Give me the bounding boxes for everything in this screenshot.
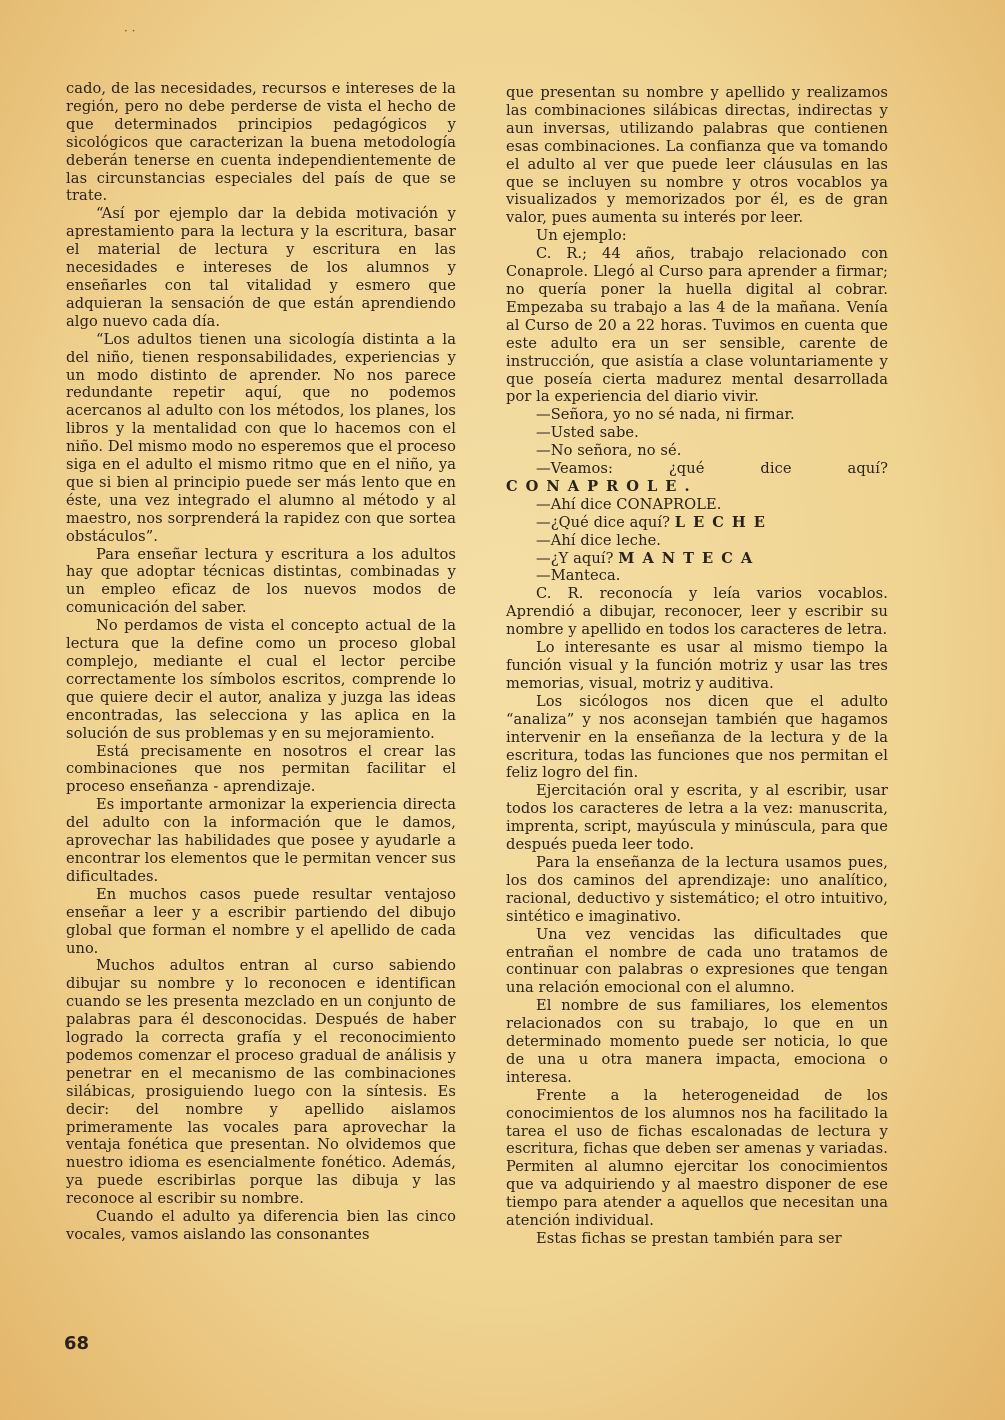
paragraph: “Así por ejemplo dar la debida motivación y aprestamiento para la lectura y la escritura, basar el material de lectura y escritura en las necesidades e intereses de los alumnos y enseñarles con tal vitalidad y esmero que adquieran la sensación de que están aprendiendo algo nuevo cada día. bbox=[66, 205, 456, 330]
dialogue-line bbox=[506, 496, 888, 514]
dialogue-text: —¿Y aquí? bbox=[536, 549, 619, 567]
dialogue bbox=[506, 406, 888, 585]
paragraph: C. R.; 44 años, trabajo relacionado con Conaprole. Llegó al Curso para aprender a firmar; no quería poner la huella digital al cobrar. Empezaba su trabajo a las 4 de la mañana. Venía al Curso de 20 a 22 horas. Tuvimos en cuenta que este adulto era un ser sensible, carente de instrucción, que asistía a clase voluntariamente y que poseía cierta madurez mental desarrollada por la experiencia del diario vivir. bbox=[506, 245, 888, 406]
right-column bbox=[506, 84, 888, 1248]
paragraph: Es importante armonizar la experiencia directa del adulto con la información que le damos, aprovechar las habilidades que posee y ayudarle a encontrar los elementos que le permitan vencer sus dificultades. bbox=[66, 796, 456, 885]
paragraph: Ejercitación oral y escrita, y al escribir, usar todos los caracteres de letra a la vez: manuscrita, imprenta, script, mayúscula y minúscula, para que después pueda leer todo. bbox=[506, 782, 888, 854]
paragraph: Lo interesante es usar al mismo tiempo la función visual y la función motriz y usar las tres memorias, visual, motriz y auditiva. bbox=[506, 639, 888, 692]
paragraph: En muchos casos puede resultar ventajoso enseñar a leer y a escribir partiendo del dibujo global que forman el nombre y el apellido de cada uno. bbox=[66, 885, 456, 957]
dialogue-line bbox=[506, 514, 888, 532]
spaced-word: LECHE bbox=[674, 513, 773, 531]
paragraph: que presentan su nombre y apellido y realizamos las combinaciones silábicas directas, indirectas y aun inversas, utilizando palabras que contienen esas combinaciones. La confianza que va tomando el adulto al ver que puede leer cláusulas en las que se incluyen su nombre y otros vocablos ya visualizados y memorizados por él, es de gran valor, pues aumenta su interés por leer. bbox=[506, 84, 888, 227]
paragraph: No perdamos de vista el concepto actual de la lectura que la define como un proceso global complejo, mediante el cual el lector percibe correctamente los símbolos escritos, comprende lo que quiere decir el autor, analiza y juzga las ideas encontradas, las selecciona y las aplica en la solución de sus problemas y en su mejoramiento. bbox=[66, 617, 456, 742]
dialogue-text: —Señora, yo no sé nada, ni firmar. bbox=[536, 406, 795, 424]
left-column bbox=[66, 80, 456, 1244]
paragraph: Para la enseñanza de la lectura usamos pues, los dos caminos del aprendizaje: uno analítico, racional, deductivo y sistemático; el otro intuitivo, sintético e imaginativo. bbox=[506, 853, 888, 925]
dialogue-line bbox=[506, 550, 888, 568]
dialogue-text: —Manteca. bbox=[536, 567, 621, 585]
dialogue-text: —Veamos: ¿qué dice aquí? bbox=[536, 460, 888, 478]
paragraph: Los sicólogos nos dicen que el adulto “analiza” y nos aconsejan también que hagamos intervenir en la enseñanza de la lectura y de la escritura, todas las funciones que nos permitan el feliz logro del fin. bbox=[506, 692, 888, 782]
spaced-word: CONAPROLE. bbox=[506, 477, 698, 495]
paragraph: Muchos adultos entran al curso sabiendo dibujar su nombre y lo reconocen e identifican cuando se les presenta mezclado en un conjunto de palabras para él desconocidas. Después de haber logrado la correcta grafía y el reconocimiento podemos comenzar el proceso gradual de análisis y penetrar en el mecanismo de las combinaciones silábicas, prosiguiendo luego con la síntesis. Es decir: del nombre y apellido aislamos primeramente las vocales para aprovechar la ventaja fonética que presentan. No olvidemos que nuestro idioma es esencialmente fonético. Además, ya puede escribirlas porque las dibuja y las reconoce al escribir su nombre. bbox=[66, 957, 456, 1208]
paragraph: Para enseñar lectura y escritura a los adultos hay que adoptar técnicas distintas, combinadas y un empleo eficaz de los nuevos modos de comunicación del saber. bbox=[66, 545, 456, 617]
page-number: 68 bbox=[64, 1333, 90, 1354]
paragraph: cado, de las necesidades, recursos e intereses de la región, pero no debe perderse de vista el hecho de que determinados principios pedagógicos y sicológicos que caracterizan la buena metodología deberán tenerse en cuenta independientemente de las circunstancias especiales del país de que se trate. bbox=[66, 80, 456, 205]
right-column-after bbox=[506, 585, 888, 1248]
dialogue-line bbox=[506, 442, 888, 460]
paragraph: Cuando el adulto ya diferencia bien las cinco vocales, vamos aislando las consonantes bbox=[66, 1208, 456, 1243]
top-marks: · · bbox=[124, 24, 136, 38]
right-column-top bbox=[506, 84, 888, 406]
paragraph: Una vez vencidas las dificultades que entrañan el nombre de cada uno tratamos de continuar con palabras o expresiones que tengan una relación emocional con el alumno. bbox=[506, 925, 888, 997]
paragraph: Estas fichas se prestan también para ser bbox=[536, 1230, 842, 1247]
paragraph: C. R. reconocía y leía varios vocablos. Aprendió a dibujar, reconocer, leer y escribir su nombre y apellido en todos los caracteres de letra. bbox=[506, 585, 888, 639]
dialogue-line bbox=[506, 460, 888, 496]
dialogue-text: —Ahí dice CONAPROLE. bbox=[536, 495, 722, 513]
dialogue-text: —Usted sabe. bbox=[536, 424, 639, 442]
paragraph: Un ejemplo: bbox=[536, 227, 627, 245]
dialogue-text: —¿Qué dice aquí? bbox=[536, 513, 675, 531]
dialogue-text: —No señora, no sé. bbox=[536, 442, 682, 460]
paragraph: “Los adultos tienen una sicología distinta a la del niño, tienen responsabilidades, experiencias y un modo distinto de aprender. No nos parece redundante repetir aquí, que no podemos acercanos al adulto con los métodos, los planes, los libros y la mentalidad con que lo hacemos con el niño. Del mismo modo no esperemos que el proceso siga en el adulto el mismo ritmo que en el niño, ya que si bien al principio puede ser más lento que en éste, una vez integrado el alumno al método y al maestro, nos sorprenderá la rapidez con que sortea obstáculos”. bbox=[66, 330, 456, 545]
paragraph: El nombre de sus familiares, los elementos relacionados con su trabajo, lo que en un determinado momento puede ser noticia, lo que de una u otra manera impacta, emociona o interesa. bbox=[506, 997, 888, 1086]
paragraph: Está precisamente en nosotros el crear las combinaciones que nos permitan facilitar el proceso enseñanza - aprendizaje. bbox=[66, 742, 456, 796]
spaced-word: MANTECA bbox=[618, 549, 761, 567]
dialogue-line bbox=[506, 532, 888, 550]
paragraph: Frente a la heterogeneidad de los conocimientos de los alumnos nos ha facilitado la tarea el uso de fichas escalonadas de lectura y escritura, fichas que deben ser amenas y variadas. Permiten al alumno ejercitar los conocimientos que va adquiriendo y al maestro disponer de ese tiempo para atender a aquellos que necesitan una atención individual. bbox=[506, 1086, 888, 1230]
dialogue-line bbox=[506, 424, 888, 442]
dialogue-line bbox=[506, 406, 888, 424]
dialogue-text: —Ahí dice leche. bbox=[536, 531, 662, 549]
dialogue-line bbox=[506, 567, 888, 585]
